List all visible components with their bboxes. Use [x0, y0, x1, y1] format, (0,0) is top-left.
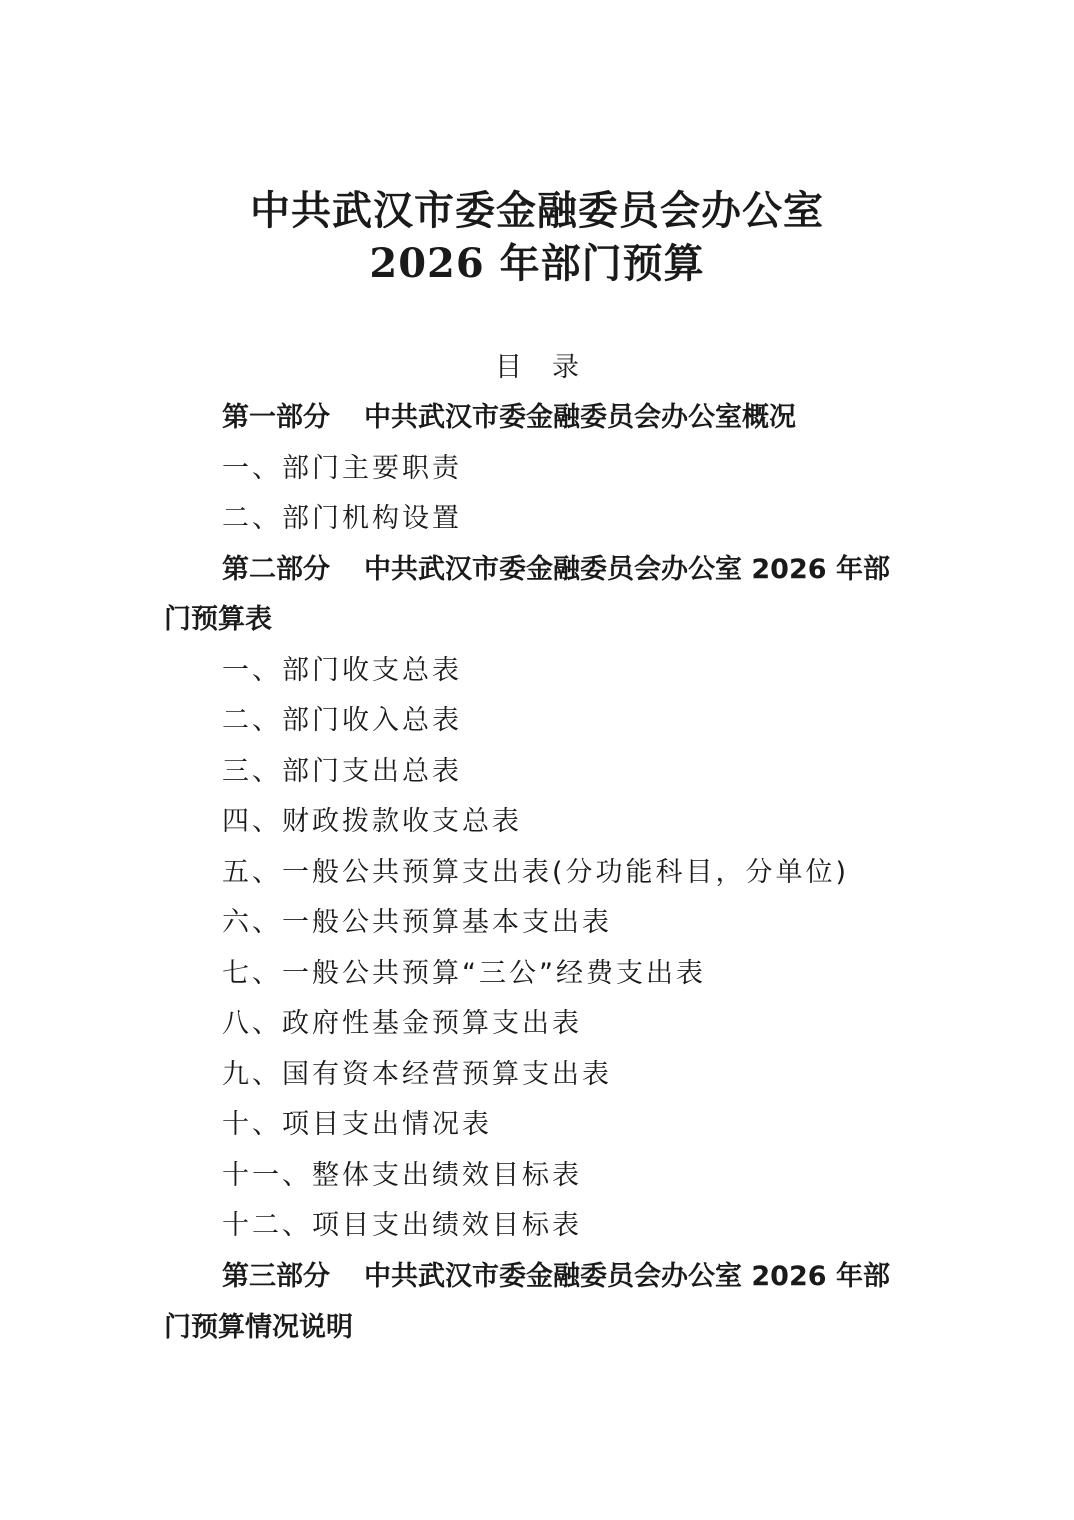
toc-part2-label: 第二部分 [222, 554, 330, 585]
toc-item: 十二、项目支出绩效目标表 [222, 1210, 582, 1241]
toc-item: 五、一般公共预算支出表(分功能科目，分单位) [222, 857, 850, 888]
toc-heading-right: 录 [552, 352, 579, 383]
toc-part1 [222, 398, 796, 438]
document-title-line2: 2026 年部门预算 [369, 240, 705, 287]
toc-item: 七、一般公共预算“三公”经费支出表 [222, 958, 706, 989]
toc-part2 [222, 550, 890, 590]
toc-item: 十、项目支出情况表 [222, 1109, 492, 1140]
toc-item: 三、部门支出总表 [222, 756, 462, 787]
toc-item: 二、部门收入总表 [222, 705, 462, 736]
toc-part2-text-line1: 中共武汉市委金融委员会办公室 2026 年部 [364, 554, 890, 585]
toc-part3 [222, 1257, 890, 1297]
document-title-line1: 中共武汉市委金融委员会办公室 [250, 187, 824, 234]
toc-part3-text-line2: 门预算情况说明 [164, 1312, 353, 1343]
toc-part3-text-line1: 中共武汉市委金融委员会办公室 2026 年部 [364, 1261, 890, 1292]
toc-part1-label: 第一部分 [222, 402, 330, 433]
toc-part3-label: 第三部分 [222, 1261, 330, 1292]
toc-part2-text-line2: 门预算表 [164, 604, 272, 635]
toc-part1-text: 中共武汉市委金融委员会办公室概况 [364, 402, 796, 433]
toc-item: 四、财政拨款收支总表 [222, 806, 522, 837]
toc-item: 二、部门机构设置 [222, 503, 462, 534]
toc-item: 一、部门收支总表 [222, 655, 462, 686]
toc-item: 一、部门主要职责 [222, 453, 462, 484]
toc-heading-left: 目 [495, 352, 522, 383]
toc-heading [0, 348, 1074, 388]
toc-item: 六、一般公共预算基本支出表 [222, 907, 612, 938]
toc-item: 九、国有资本经营预算支出表 [222, 1059, 612, 1090]
toc-item: 十一、整体支出绩效目标表 [222, 1160, 582, 1191]
toc-item: 八、政府性基金预算支出表 [222, 1008, 582, 1039]
